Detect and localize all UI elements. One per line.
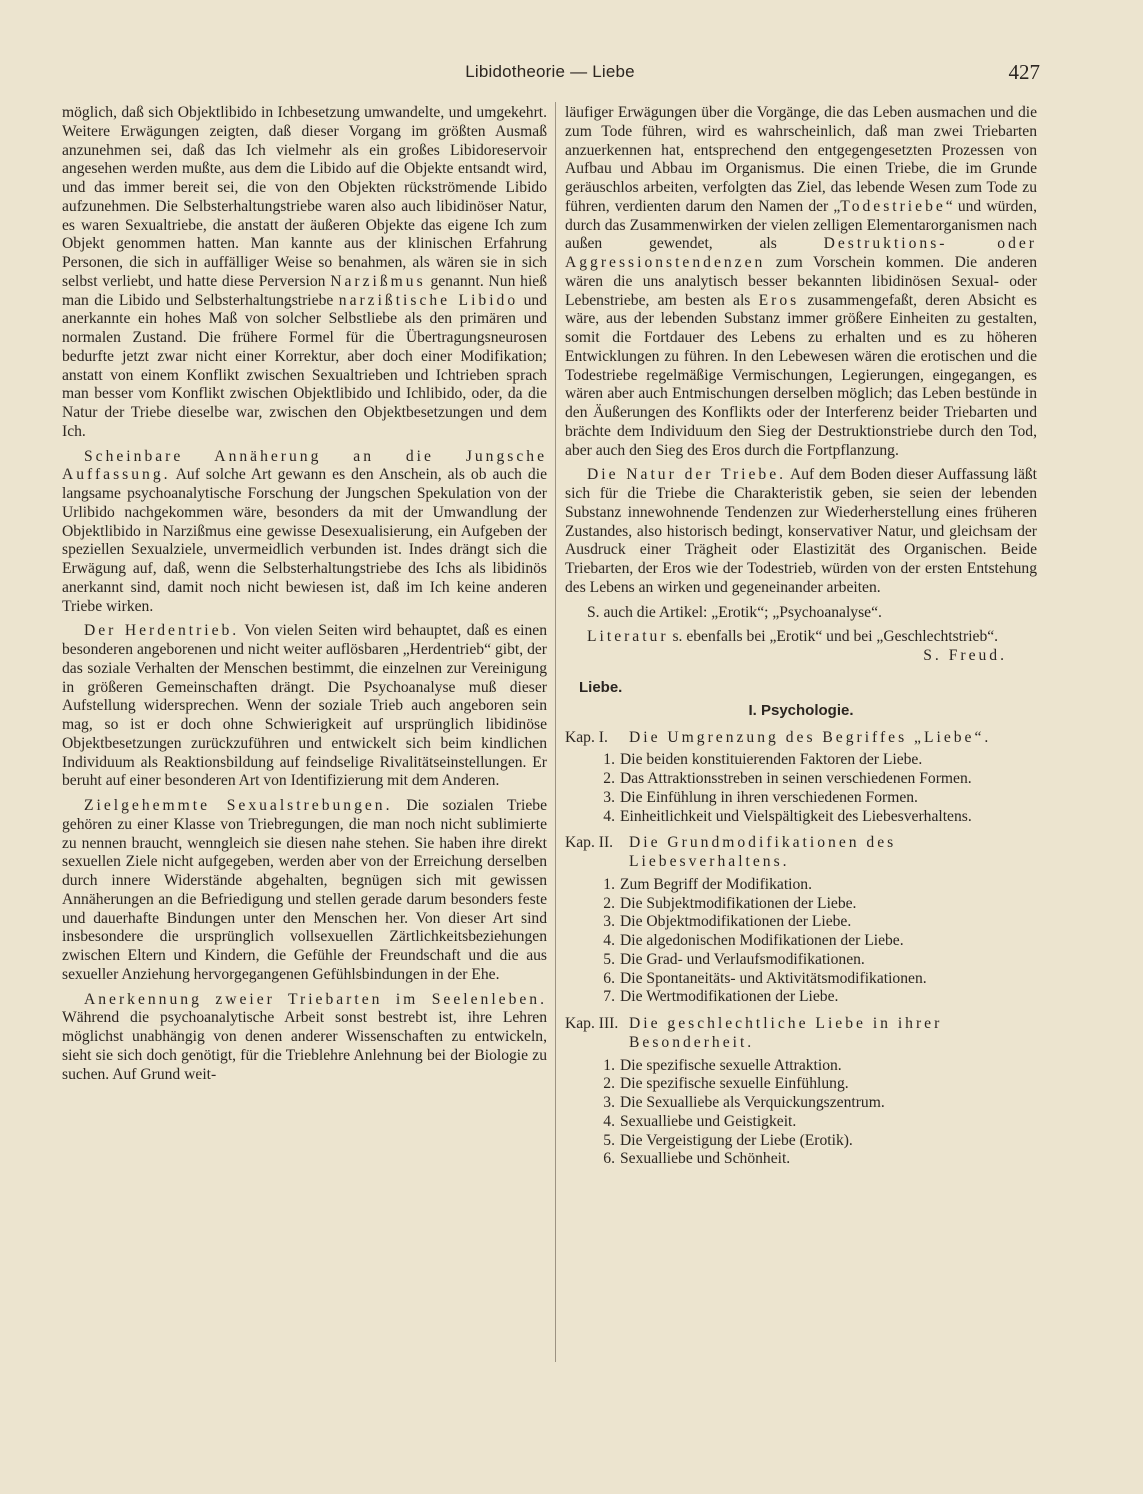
list-item	[565, 1094, 1037, 1113]
item-number: 7.	[603, 988, 615, 1006]
paragraph	[565, 104, 1037, 460]
item-number: 6.	[603, 969, 615, 987]
list-item	[565, 808, 1037, 827]
literature-text: s. ebenfalls bei „Erotik“ und bei „Geschlechtstrieb“.	[672, 628, 999, 646]
paragraph-text: Während die psychoanalytische Arbeit sonst bestrebt ist, ihre Lehren möglichst unabhängig von denen anderer Wissenschaften zu entwickeln, sieht sie sich doch genötigt, für die Trieblehre Anlehnung bei der Biologie zu suchen. Auf Grund weit-	[62, 1009, 547, 1083]
list-item	[565, 770, 1037, 789]
chapter-heading	[565, 729, 1037, 748]
item-text: Einheitlichkeit und Vielspältigkeit des Liebesverhaltens.	[620, 807, 972, 825]
chapter-kap-3	[565, 1015, 1037, 1169]
list-item	[565, 932, 1037, 951]
section-lead: Der Herdentrieb.	[84, 622, 240, 640]
list-item	[565, 1075, 1037, 1094]
spaced-term: narzißtische Libido	[338, 291, 519, 309]
running-head: Libidotheorie — Liebe	[465, 62, 635, 81]
chapter-label: Kap. I.	[565, 728, 608, 746]
item-number: 2.	[603, 770, 615, 787]
item-number: 3.	[603, 1094, 615, 1111]
list-item	[565, 1113, 1037, 1132]
right-column	[565, 104, 1037, 1169]
item-text: Die Grad- und Verlaufsmodifikationen.	[620, 950, 865, 968]
paragraph	[565, 466, 1037, 597]
list-item	[565, 970, 1037, 989]
item-text: Sexualliebe und Geistigkeit.	[620, 1112, 797, 1130]
list-item	[565, 1057, 1037, 1076]
list-item	[565, 951, 1037, 970]
item-number: 1.	[603, 751, 615, 769]
paragraph	[62, 991, 547, 1085]
paragraph-text: Von vielen Seiten wird behauptet, daß es einen besonderen angeborenen und nicht weiter auflösbaren „Herdentrieb“ gibt, der das soziale Verhalten der Menschen bestimmt, die einzelnen zur Vereinigung in größeren Gemeinschaften drängt. Die Psychoanalyse muß dieser Aufstellung widersprechen. Wenn der soziale Trieb auch angeboren sein mag, so ist er doch ohne Schwierigkeit auf ursprünglich libidinöse Objektbesetzungen zurückzuführen und entwickelt sich beim kindlichen Individuum als Reaktionsbildung auf feindselige Rivalitätseinstellungen. Er beruht auf einer besonderen Art von Identifizierung mit dem Anderen.	[62, 622, 548, 790]
item-number: 3.	[603, 913, 615, 931]
item-number: 4.	[603, 807, 615, 825]
chapter-kap-2	[565, 834, 1037, 1007]
chapter-title: Die Grundmodifikationen des Liebesverhaltens.	[629, 834, 897, 870]
item-text: Die Wertmodifikationen der Liebe.	[620, 988, 839, 1006]
paragraph	[62, 448, 547, 617]
article-heading: Liebe.	[579, 679, 623, 696]
item-text: Die spezifische sexuelle Attraktion.	[620, 1056, 842, 1074]
page-header	[60, 62, 1040, 86]
item-number: 6.	[603, 1150, 615, 1168]
item-text: Die beiden konstituierenden Faktoren der Liebe.	[620, 751, 923, 769]
chapter-label: Kap. III.	[565, 1015, 619, 1032]
item-number: 3.	[603, 788, 615, 806]
part-heading: I. Psychologie.	[748, 701, 854, 719]
see-also	[565, 604, 1037, 623]
paragraph	[62, 622, 547, 791]
paragraph-text: läufiger Erwägungen über die Vorgänge, die das Leben ausmachen und die zum Tode führen, wird es wahrscheinlich, daß man zwei Triebarten anzuerkennen hat, entsprechend den entgegengesetzten Prozessen von Aufbau und Abbau im Organismus. Die einen Triebe, die im Grunde geräuschlos arbeiten, verfolgten das Ziel, das lebende Wesen zum Tode zu führen, verdienten darum den Namen der „	[565, 104, 1037, 215]
section-lead: Scheinbare Annäherung an die Jungsche Auffassung.	[62, 447, 547, 484]
paragraph-text: zusammengefaßt, deren Absicht es wäre, aus der lebenden Substanz immer größere Einheiten zu gestalten, somit die Fortdauer des Lebens zu erhalten und es zu höheren Entwicklungen zu führen. In den Lebewesen wären die erotischen und die Todestriebe regelmäßige Vermischungen, Legierungen, eingegangen, es wären aber auch Entmischungen derselben möglich; das Leben bestünde in den Äußerungen des Konflikts oder der Interferenz beider Triebarten und brächte dem Individuum den Sieg der Destruktionstriebe durch den Tod, aber auch den Sieg des Eros durch die Fortpflanzung.	[565, 291, 1037, 459]
item-text: Das Attraktionsstreben in seinen verschiedenen Formen.	[620, 770, 972, 787]
author-signature: S. Freud.	[923, 647, 1007, 664]
list-item	[565, 1132, 1037, 1151]
chapter-items	[565, 751, 1037, 826]
section-lead: Die Natur der Triebe.	[587, 466, 787, 484]
item-number: 4.	[603, 932, 615, 949]
item-text: Sexualliebe und Schönheit.	[620, 1150, 791, 1168]
item-text: Die Spontaneitäts- und Aktivitätsmodifikationen.	[620, 969, 927, 987]
chapter-kap-1	[565, 729, 1037, 827]
paragraph-text: möglich, daß sich Objektlibido in Ichbesetzung umwandelte, und umgekehrt. Weitere Erwägungen zeigten, daß dieser Vorgang im größten Ausmaß anzunehmen sei, daß das Ich vielmehr als ein großes Libidoreservoir angesehen werden mußte, aus dem die Libido auf die Objekte entsandt wird, und das immer bereit sei, die von den Objekten rückströmende Libido aufzunehmen. Die Selbsterhaltungstriebe waren also auch libidinöser Natur, es waren Sexualtriebe, die anstatt der äußeren Objekte das eigene Ich zum Objekt genommen hatten. Man kannte aus der klinischen Erfahrung Personen, die sich in auffälliger Weise so benahmen, als wären sie in sich selbst verliebt, und hatte diese Perversion	[62, 104, 547, 290]
list-item	[565, 751, 1037, 770]
paragraph-text: genannt. Nun hieß man die Libido und Selbsterhaltungstriebe	[62, 272, 547, 309]
item-text: Die algedonischen Modifikationen der Liebe.	[620, 932, 904, 949]
item-number: 2.	[603, 894, 615, 912]
chapter-items	[565, 876, 1037, 1007]
chapter-heading	[565, 1015, 1037, 1053]
spaced-term: Todestriebe	[840, 197, 946, 215]
list-item	[565, 876, 1037, 895]
list-item	[565, 895, 1037, 914]
spaced-term: Eros	[758, 291, 800, 309]
section-lead: Anerkennung zweier Triebarten im Seelenleben.	[84, 990, 547, 1008]
item-number: 5.	[603, 1131, 615, 1149]
item-text: Die Einfühlung in ihren verschiedenen Formen.	[620, 788, 918, 806]
section-lead: Zielgehemmte Sexualstrebungen.	[84, 797, 393, 814]
item-text: Die Sexualliebe als Verquickungszentrum.	[620, 1094, 885, 1111]
paragraph-text: “ und würden, durch das Zusammenwirken der vielen zelligen Elementarorganismen nach außen gewendet, als	[565, 197, 1037, 253]
column-divider	[555, 102, 556, 1362]
list-item	[565, 789, 1037, 808]
item-number: 2.	[603, 1075, 615, 1093]
literature-label: Literatur	[587, 628, 669, 646]
paragraph-text: und anerkannte ein hohes Maß von solcher Selbstliebe als den primären und normalen Zustand. Die frühere Formel für die Übertragungsneurosen bedurfte jetzt zwar nicht einer Korrektur, aber doch einer Modifikation; anstatt von einem Konflikt zwischen Sexualtrieben und Ichtrieben sprach man besser vom Konflikt zwischen Objektlibido und Ichlibido, oder, da die Natur der Triebe dieselbe war, zwischen den Objektbesetzungen und dem Ich.	[62, 291, 547, 440]
paragraph	[62, 797, 547, 985]
paragraph-text: Auf dem Boden dieser Auffassung läßt sich für die Triebe die Charakteristik geben, sie seien der lebenden Substanz innewohnende Tendenzen zur Wiederherstellung eines früheren Zustandes, also historisch bedingt, konservativer Natur, und gleichsam der Ausdruck einer Trägheit oder Elastizität des Organischen. Beide Triebarten, der Eros wie der Todestrieb, würden von der ersten Entstehung des Lebens an wirken und gegeneinander arbeiten.	[565, 466, 1037, 596]
literature	[565, 628, 1037, 664]
item-text: Die Subjektmodifikationen der Liebe.	[620, 894, 857, 912]
paragraph-text: zum Vorschein kommen. Die anderen wären die uns analytisch besser bekannten libidinösen Sexual- oder Lebenstriebe, am besten als	[565, 254, 1037, 309]
item-text: Die Objektmodifikationen der Liebe.	[620, 913, 852, 931]
list-item	[565, 1150, 1037, 1169]
chapter-heading	[565, 834, 1037, 872]
chapter-title: Die Umgrenzung des Begriffes „Liebe“.	[629, 728, 992, 746]
item-text: Die spezifische sexuelle Einfühlung.	[620, 1075, 849, 1093]
paragraph-text: Die sozialen Triebe gehören zu einer Klasse von Triebregungen, die man noch nicht sublimierte zu nennen braucht, wenngleich sie diesen nahe stehen. Sie haben ihre direkt sexuellen Ziele nicht aufgegeben, werden aber von der Erreichung derselben durch innere Widerstände abgehalten, begnügen sich mit gewissen Annäherungen an die Befriedigung und stellen gerade darum besonders feste und dauerhafte Bindungen unter den Menschen her. Von dieser Art sind insbesondere die ursprünglich vollsexuellen Zärtlichkeitsbeziehungen zwischen Eltern und Kindern, die Gefühle der Freundschaft und die aus sexueller Anziehung hervorgegangenen Gefühlsbindungen in der Ehe.	[62, 797, 548, 983]
item-text: Die Vergeistigung der Liebe (Erotik).	[620, 1131, 853, 1149]
spaced-term: Destruktions- oder Aggressionstendenzen	[565, 235, 1037, 271]
list-item	[565, 988, 1037, 1007]
item-text: Zum Begriff der Modifikation.	[620, 875, 812, 893]
item-number: 4.	[603, 1112, 615, 1130]
page-number: 427	[1008, 60, 1040, 84]
item-number: 5.	[603, 950, 615, 968]
item-number: 1.	[603, 875, 615, 893]
chapter-label: Kap. II.	[565, 834, 614, 852]
spaced-term: Narzißmus	[330, 272, 426, 290]
item-number: 1.	[603, 1056, 615, 1074]
left-column	[62, 104, 547, 1090]
see-also-text: S. auch die Artikel: „Erotik“; „Psychoanalyse“.	[587, 603, 882, 621]
paragraph	[62, 104, 547, 442]
chapter-items	[565, 1057, 1037, 1170]
paragraph-text: Auf solche Art gewann es den Anschein, als ob auch die langsame psychoanalytische Forschung der Jungschen Spekulation von der Urlibido nachgekommen wäre, besonders da mit der Umwandlung der Objektlibido in Narzißmus eine gewisse Desexualisierung, ein Aufgeben der speziellen Sexualziele, unvermeidlich verbunden ist. Indes drängt sich die Erwägung auf, daß, wenn die Selbsterhaltungstriebe des Ichs als libidinös anerkannt sind, damit noch nicht bewiesen ist, daß im Ich keine anderen Triebe wirken.	[62, 466, 547, 615]
list-item	[565, 913, 1037, 932]
chapter-title: Die geschlechtliche Liebe in ihrer Besonderheit.	[629, 1015, 943, 1051]
